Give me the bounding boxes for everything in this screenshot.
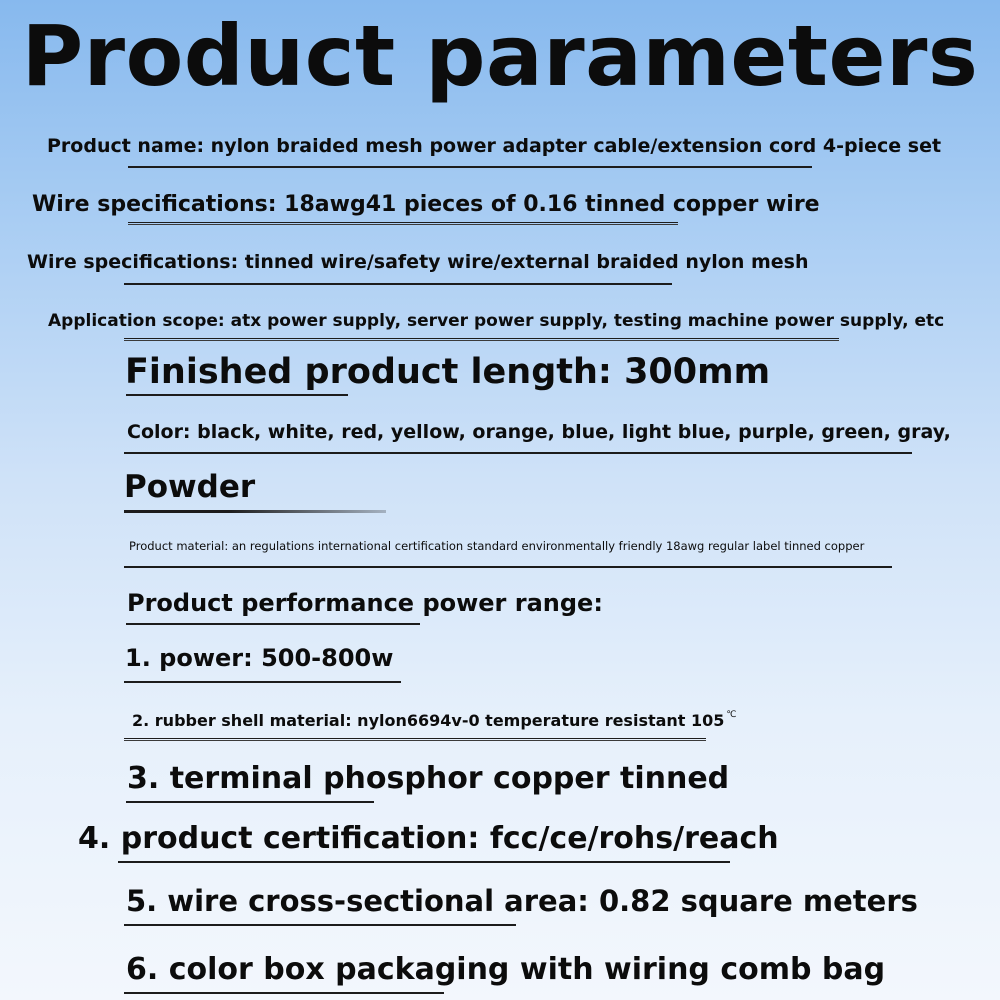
underline-rule [128, 222, 678, 225]
degree-symbol: ℃ [726, 710, 737, 720]
certification-line: 4. product certification: fcc/ce/rohs/reach [78, 821, 779, 856]
rubber-shell-line [132, 711, 737, 729]
performance-heading: Product performance power range: [127, 589, 603, 617]
rubber-shell-text: 2. rubber shell material: nylon6694v-0 temperature resistant 105 [132, 711, 725, 730]
underline-rule [126, 394, 348, 396]
underline-rule [126, 801, 374, 803]
underline-rule [124, 681, 401, 683]
underline-rule [124, 992, 444, 994]
finished-length-line: Finished product length: 300mm [125, 352, 771, 392]
terminal-line: 3. terminal phosphor copper tinned [127, 761, 730, 796]
application-scope-line: Application scope: atx power supply, server power supply, testing machine power supply, etc [48, 311, 945, 331]
packaging-line: 6. color box packaging with wiring comb bag [126, 952, 886, 987]
underline-rule [124, 924, 516, 926]
underline-rule [124, 338, 839, 341]
underline-rule [124, 283, 672, 285]
underline-rule [124, 452, 912, 454]
product-material-line: Product material: an regulations international certification standard environmentally friendly 18awg regular label tinned copper [129, 539, 865, 553]
color-line: Color: black, white, red, yellow, orange, blue, light blue, purple, green, gray, [127, 421, 951, 443]
underline-rule [124, 738, 706, 741]
powder-line: Powder [124, 469, 256, 505]
underline-rule [124, 510, 386, 513]
underline-rule [118, 861, 730, 863]
wire-spec-line-2: Wire specifications: tinned wire/safety wire/external braided nylon mesh [27, 251, 809, 273]
power-line: 1. power: 500-800w [125, 644, 394, 672]
product-name-line: Product name: nylon braided mesh power adapter cable/extension cord 4-piece set [47, 135, 942, 157]
wire-spec-line-1: Wire specifications: 18awg41 pieces of 0.16 tinned copper wire [32, 192, 820, 217]
underline-rule [124, 566, 892, 568]
underline-rule [126, 623, 420, 625]
underline-rule [128, 166, 812, 168]
cross-section-line: 5. wire cross-sectional area: 0.82 square meters [126, 884, 918, 918]
page-title: Product parameters [21, 7, 979, 105]
